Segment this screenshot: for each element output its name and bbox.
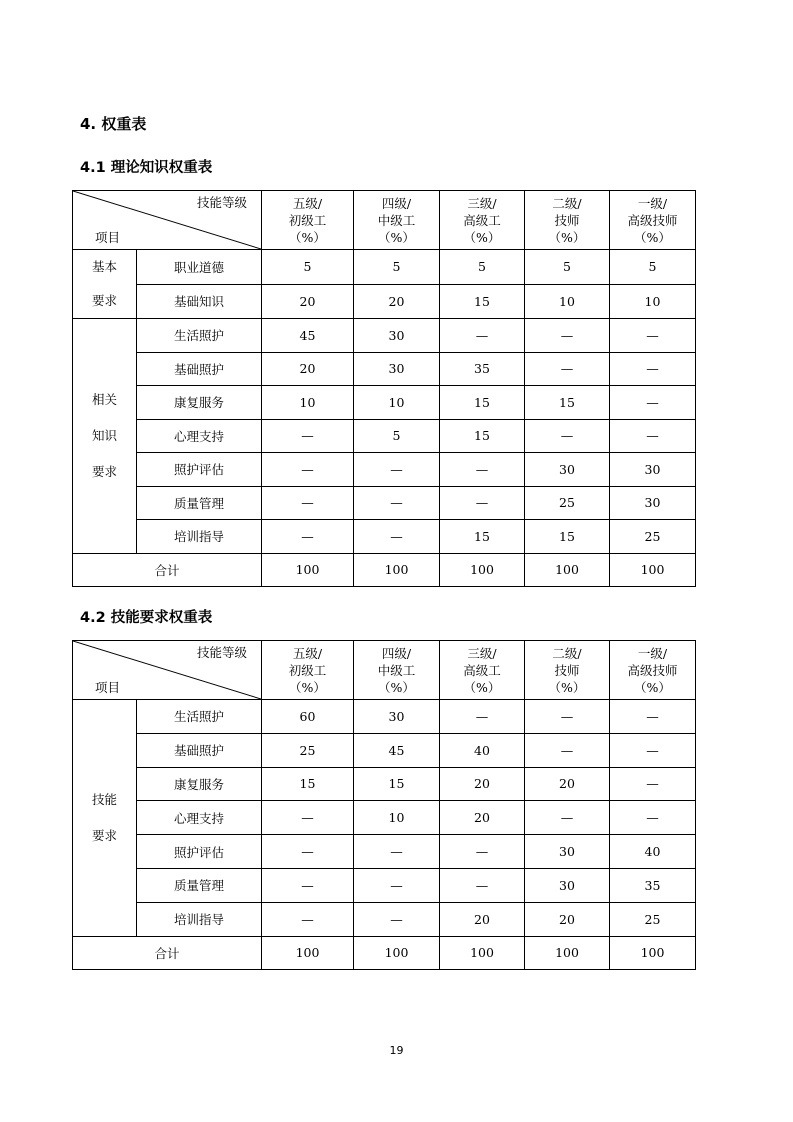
value-cell: — bbox=[610, 319, 696, 353]
item-cell: 质量管理 bbox=[137, 868, 262, 902]
skill-weight-table bbox=[72, 640, 696, 970]
value-cell: — bbox=[262, 453, 354, 487]
value-cell: 45 bbox=[354, 733, 440, 767]
value-cell: 15 bbox=[525, 386, 610, 420]
value-cell: — bbox=[354, 453, 440, 487]
value-cell: 20 bbox=[262, 284, 354, 319]
value-cell: 15 bbox=[440, 419, 525, 453]
table-row bbox=[73, 868, 696, 902]
table-header-row bbox=[73, 641, 696, 700]
value-cell: 25 bbox=[610, 520, 696, 554]
total-cell: 100 bbox=[354, 936, 440, 970]
value-cell: — bbox=[354, 868, 440, 902]
total-cell: 100 bbox=[354, 553, 440, 587]
value-cell: — bbox=[440, 835, 525, 869]
value-cell: 15 bbox=[354, 767, 440, 801]
total-cell: 100 bbox=[440, 936, 525, 970]
level-header-5: 五级/ 初级工 （%） bbox=[262, 641, 354, 700]
value-cell: — bbox=[262, 419, 354, 453]
level-header-3: 三级/ 高级工 （%） bbox=[440, 191, 525, 250]
value-cell: — bbox=[262, 520, 354, 554]
level-header-1: 一级/ 高级技师 （%） bbox=[610, 641, 696, 700]
value-cell: 20 bbox=[525, 767, 610, 801]
value-cell: 20 bbox=[262, 352, 354, 386]
value-cell: 35 bbox=[440, 352, 525, 386]
value-cell: 25 bbox=[525, 486, 610, 520]
item-cell: 心理支持 bbox=[137, 419, 262, 453]
value-cell: 15 bbox=[262, 767, 354, 801]
value-cell: 30 bbox=[610, 486, 696, 520]
item-cell: 职业道德 bbox=[137, 250, 262, 285]
value-cell: 5 bbox=[354, 419, 440, 453]
table-row bbox=[73, 386, 696, 420]
value-cell: 5 bbox=[440, 250, 525, 285]
total-row bbox=[73, 936, 696, 970]
table-row bbox=[73, 250, 696, 285]
table-row bbox=[73, 284, 696, 319]
value-cell: 10 bbox=[262, 386, 354, 420]
value-cell: — bbox=[440, 453, 525, 487]
total-label: 合计 bbox=[73, 936, 262, 970]
value-cell: — bbox=[610, 767, 696, 801]
theory-weight-table bbox=[72, 190, 696, 587]
total-cell: 100 bbox=[610, 936, 696, 970]
level-header-3: 三级/ 高级工 （%） bbox=[440, 641, 525, 700]
value-cell: 30 bbox=[525, 453, 610, 487]
table-row bbox=[73, 733, 696, 767]
item-cell: 心理支持 bbox=[137, 801, 262, 835]
value-cell: 5 bbox=[262, 250, 354, 285]
value-cell: — bbox=[440, 319, 525, 353]
group-label-basic: 基本 要求 bbox=[73, 250, 137, 319]
level-header-5: 五级/ 初级工 （%） bbox=[262, 191, 354, 250]
total-cell: 100 bbox=[262, 936, 354, 970]
value-cell: 15 bbox=[525, 520, 610, 554]
table-row bbox=[73, 835, 696, 869]
group-label-skill: 技能 要求 bbox=[73, 700, 137, 937]
item-cell: 基础知识 bbox=[137, 284, 262, 319]
value-cell: — bbox=[440, 868, 525, 902]
subsection-title-skill: 4.2 技能要求权重表 bbox=[80, 610, 213, 626]
item-cell: 康复服务 bbox=[137, 386, 262, 420]
table-row bbox=[73, 700, 696, 734]
item-cell: 生活照护 bbox=[137, 319, 262, 353]
group-label-related: 相关 知识 要求 bbox=[73, 319, 137, 554]
value-cell: 10 bbox=[525, 284, 610, 319]
level-header-2: 二级/ 技师 （%） bbox=[525, 641, 610, 700]
value-cell: — bbox=[610, 733, 696, 767]
corner-item-label: 项目 bbox=[95, 680, 121, 695]
value-cell: — bbox=[440, 700, 525, 734]
value-cell: 30 bbox=[525, 835, 610, 869]
total-label: 合计 bbox=[73, 553, 262, 587]
value-cell: 5 bbox=[610, 250, 696, 285]
value-cell: 30 bbox=[610, 453, 696, 487]
value-cell: 10 bbox=[354, 801, 440, 835]
value-cell: — bbox=[262, 801, 354, 835]
value-cell: — bbox=[354, 902, 440, 936]
value-cell: 15 bbox=[440, 386, 525, 420]
table-header-row bbox=[73, 191, 696, 250]
value-cell: — bbox=[610, 700, 696, 734]
corner-cell bbox=[73, 191, 262, 250]
item-cell: 生活照护 bbox=[137, 700, 262, 734]
value-cell: 20 bbox=[440, 801, 525, 835]
value-cell: — bbox=[262, 835, 354, 869]
item-cell: 基础照护 bbox=[137, 352, 262, 386]
level-header-2: 二级/ 技师 （%） bbox=[525, 191, 610, 250]
value-cell: — bbox=[525, 352, 610, 386]
value-cell: — bbox=[354, 486, 440, 520]
total-cell: 100 bbox=[262, 553, 354, 587]
value-cell: 20 bbox=[440, 902, 525, 936]
level-header-4: 四级/ 中级工 （%） bbox=[354, 641, 440, 700]
value-cell: 25 bbox=[610, 902, 696, 936]
value-cell: — bbox=[610, 801, 696, 835]
total-cell: 100 bbox=[525, 553, 610, 587]
value-cell: 40 bbox=[610, 835, 696, 869]
page-number: 19 bbox=[389, 1044, 404, 1057]
value-cell: 20 bbox=[440, 767, 525, 801]
item-cell: 质量管理 bbox=[137, 486, 262, 520]
value-cell: 15 bbox=[440, 284, 525, 319]
value-cell: — bbox=[525, 419, 610, 453]
corner-item-label: 项目 bbox=[95, 230, 121, 245]
table-row bbox=[73, 902, 696, 936]
value-cell: — bbox=[610, 352, 696, 386]
value-cell: 40 bbox=[440, 733, 525, 767]
total-row bbox=[73, 553, 696, 587]
value-cell: — bbox=[525, 733, 610, 767]
value-cell: 30 bbox=[525, 868, 610, 902]
value-cell: — bbox=[354, 835, 440, 869]
level-header-1: 一级/ 高级技师 （%） bbox=[610, 191, 696, 250]
value-cell: 30 bbox=[354, 352, 440, 386]
value-cell: — bbox=[440, 486, 525, 520]
table-row bbox=[73, 419, 696, 453]
value-cell: 20 bbox=[525, 902, 610, 936]
corner-level-label: 技能等级 bbox=[196, 645, 247, 660]
value-cell: — bbox=[354, 520, 440, 554]
table-row bbox=[73, 801, 696, 835]
value-cell: — bbox=[525, 801, 610, 835]
item-cell: 基础照护 bbox=[137, 733, 262, 767]
value-cell: — bbox=[525, 319, 610, 353]
level-header-4: 四级/ 中级工 （%） bbox=[354, 191, 440, 250]
subsection-title-theory: 4.1 理论知识权重表 bbox=[80, 160, 213, 176]
value-cell: 60 bbox=[262, 700, 354, 734]
table-row bbox=[73, 767, 696, 801]
item-cell: 培训指导 bbox=[137, 902, 262, 936]
table-row bbox=[73, 352, 696, 386]
table-row bbox=[73, 453, 696, 487]
value-cell: 30 bbox=[354, 700, 440, 734]
value-cell: 25 bbox=[262, 733, 354, 767]
value-cell: — bbox=[610, 419, 696, 453]
value-cell: — bbox=[262, 486, 354, 520]
table-row bbox=[73, 486, 696, 520]
value-cell: — bbox=[525, 700, 610, 734]
table-row bbox=[73, 520, 696, 554]
total-cell: 100 bbox=[610, 553, 696, 587]
value-cell: 35 bbox=[610, 868, 696, 902]
value-cell: — bbox=[610, 386, 696, 420]
item-cell: 照护评估 bbox=[137, 453, 262, 487]
corner-level-label: 技能等级 bbox=[196, 195, 247, 210]
corner-cell bbox=[73, 641, 262, 700]
item-cell: 培训指导 bbox=[137, 520, 262, 554]
value-cell: 30 bbox=[354, 319, 440, 353]
item-cell: 照护评估 bbox=[137, 835, 262, 869]
value-cell: 5 bbox=[354, 250, 440, 285]
value-cell: 45 bbox=[262, 319, 354, 353]
value-cell: 10 bbox=[610, 284, 696, 319]
value-cell: 10 bbox=[354, 386, 440, 420]
value-cell: 15 bbox=[440, 520, 525, 554]
total-cell: 100 bbox=[525, 936, 610, 970]
section-title: 4. 权重表 bbox=[80, 115, 147, 133]
item-cell: 康复服务 bbox=[137, 767, 262, 801]
value-cell: 5 bbox=[525, 250, 610, 285]
table-row bbox=[73, 319, 696, 353]
value-cell: — bbox=[262, 902, 354, 936]
value-cell: — bbox=[262, 868, 354, 902]
total-cell: 100 bbox=[440, 553, 525, 587]
value-cell: 20 bbox=[354, 284, 440, 319]
